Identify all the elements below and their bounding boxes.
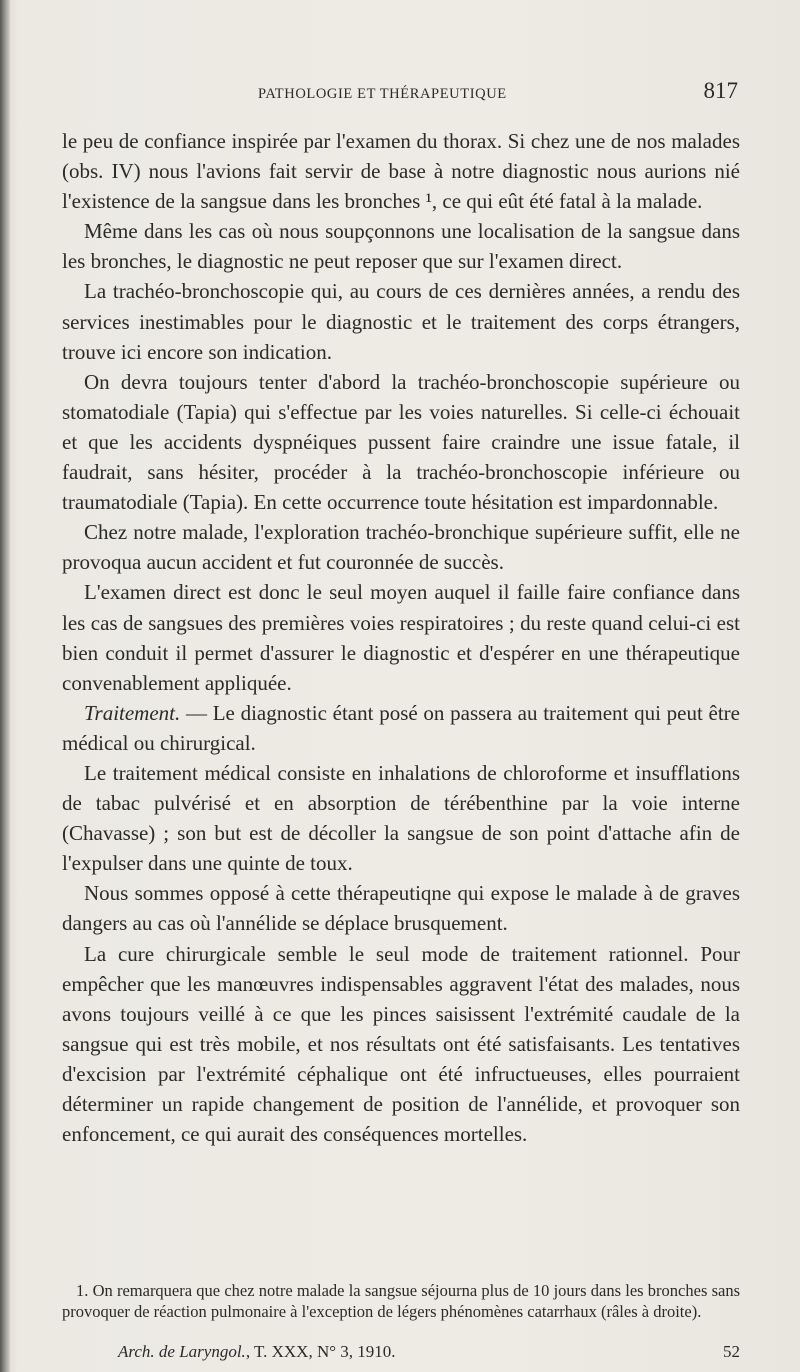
paragraph-1: le peu de confiance inspirée par l'examen du thorax. Si chez une de nos malades (obs. IV) nous l'avions fait servir de base à notre diagnostic nous aurions nié l'existence de la sangsue dans les bronches ¹, ce qui eût été fatal à la malade. <box>62 129 740 214</box>
citation-details: , T. XXX, N° 3, 1910. <box>245 1342 396 1361</box>
paragraph-4: On devra toujours tenter d'abord la trachéo-bronchoscopie supérieure ou stomatodiale (Tapia) qui s'effectue par les voies naturelles. Si celle-ci échouait et que les accidents dyspnéiques pussent faire craindre une issue fatale, il faudrait, sans hésiter, procéder à la trachéo-bronchoscopie inférieure ou traumatodiale (Tapia). En cette occurrence toute hésitation est impardonnable. <box>62 369 740 515</box>
paragraph-5: Chez notre malade, l'exploration trachéo-bronchique supérieure suffit, elle ne provoqua aucun accident et fut couronnée de succès. <box>62 520 740 575</box>
running-head: PATHOLOGIE ET THÉRAPEUTIQUE <box>258 86 507 102</box>
paragraph-7 <box>62 698 740 758</box>
paragraph-2: Même dans les cas où nous soupçonnons une localisation de la sangsue dans les bronches, le diagnostic ne peut reposer que sur l'examen direct. <box>62 219 740 274</box>
paragraph-6: L'examen direct est donc le seul moyen auquel il faille faire confiance dans les cas de sangsues des premières voies respiratoires ; du reste quand celui-ci est bien conduit il permet d'assurer le diagnostic et d'espérer en une thérapeutique convenablement appliquée. <box>62 580 740 695</box>
signature-mark: 52 <box>723 1342 740 1361</box>
paragraph-3: La trachéo-bronchoscopie qui, au cours de ces dernières années, a rendu des services inestimables pour le diagnostic et le traitement des corps étrangers, trouve ici encore son indication. <box>62 279 740 364</box>
paragraph-10: La cure chirurgicale semble le seul mode de traitement rationnel. Pour empêcher que les manœuvres indispensables aggravent l'état des malades, nous avons toujours veillé à ce que les pinces saisissent l'extrémité caudale de la sangsue qui est très mobile, et nos résultats ont été satisfaisants. Les tentatives d'excision par l'extrémité céphalique ont été infructueuses, elles pourraient déterminer un rapide changement de position de l'annélide, et provoquer son enfoncement, ce qui aurait des conséquences mortelles. <box>62 941 740 1147</box>
paragraph-7-text: — Le diagnostic étant posé on passera au traitement qui peut être médical ou chirurgical. <box>62 700 740 755</box>
footnote-1: 1. On remarquera que chez notre malade la sangsue séjourna plus de 10 jours dans les bronches sans provoquer de réaction pulmonaire à l'exception de légers phénomènes catarrhaux (râles à droite). <box>62 1281 740 1321</box>
page-header <box>258 78 738 112</box>
body-text <box>62 126 740 1149</box>
citation-line <box>118 1342 740 1366</box>
paragraph-9: Nous sommes opposé à cette thérapeutiqne qui expose le malade à de graves dangers au cas où l'annélide se déplace brusquement. <box>62 881 740 936</box>
section-heading-traitement: Traitement. <box>84 700 181 725</box>
footnotes <box>62 1280 740 1322</box>
page-binding-edge <box>0 0 10 1372</box>
paragraph-8: Le traitement médical consiste en inhalations de chloroforme et insufflations de tabac pulvérisé et en absorption de térébenthine par la voie interne (Chavasse) ; son but est de décoller la sangsue de son point d'attache afin de l'expulser dans une quinte de toux. <box>62 760 740 876</box>
page-number: 817 <box>703 78 738 103</box>
citation-source: Arch. de Laryngol. <box>118 1342 246 1361</box>
